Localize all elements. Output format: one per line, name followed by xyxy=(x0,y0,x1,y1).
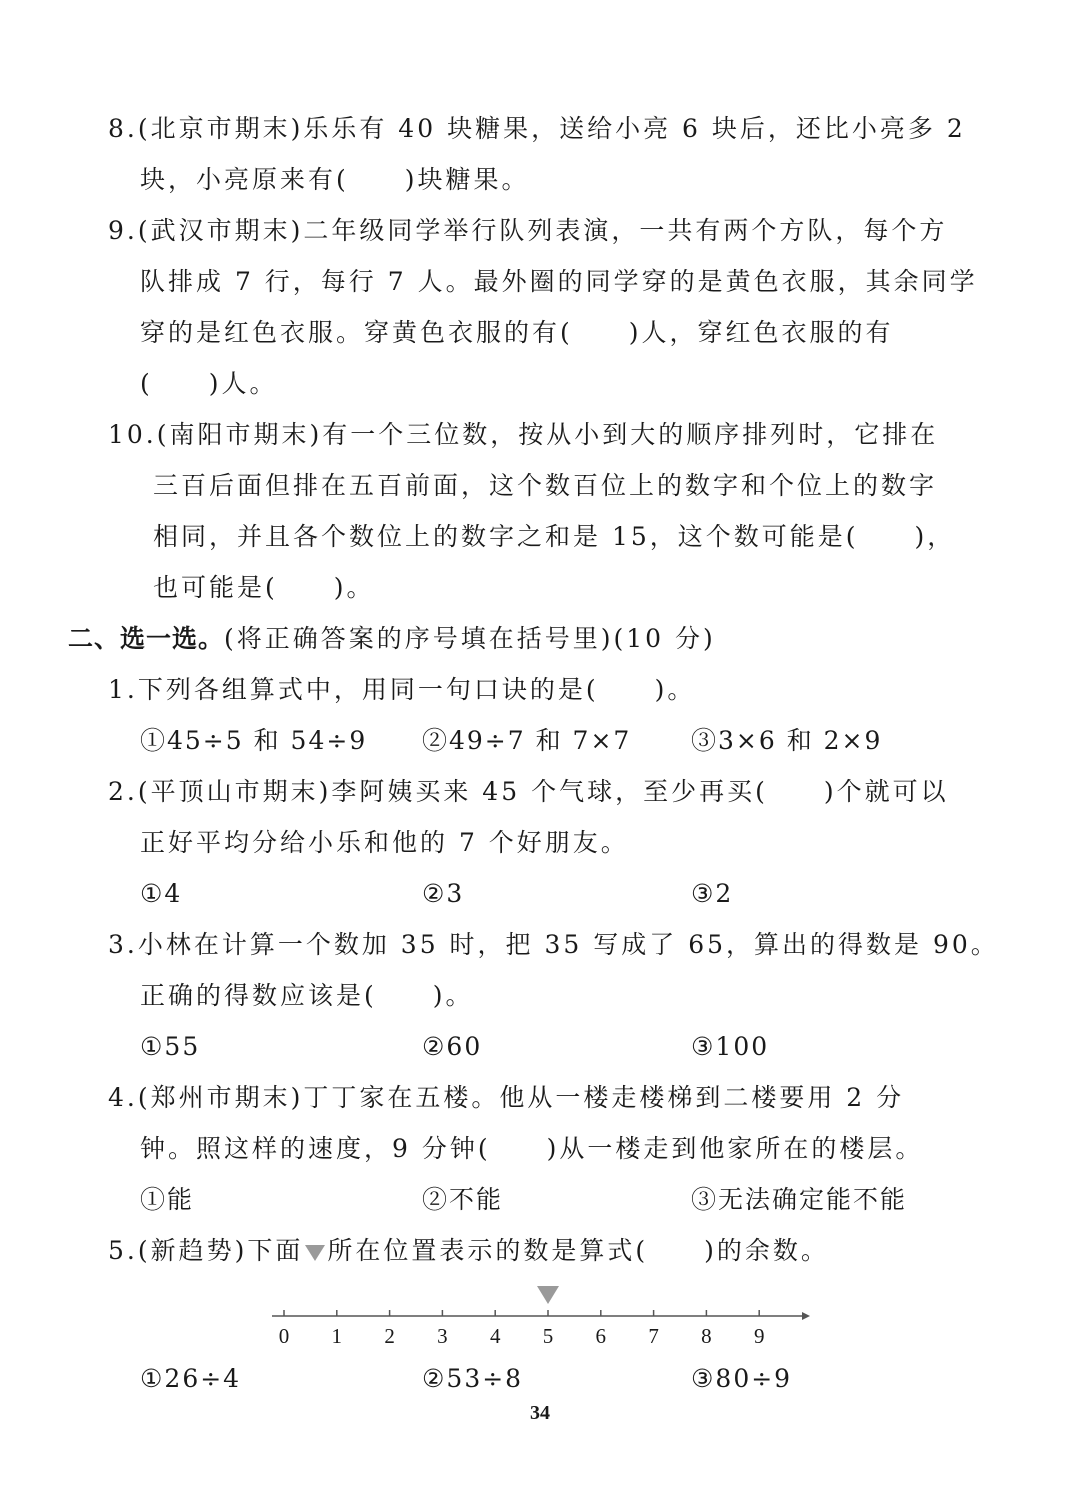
c1-option-2: ②49÷7 和 7×7 xyxy=(422,726,632,755)
q10-line1: 10.(南阳市期末)有一个三位数，按从小到大的顺序排列时，它排在 xyxy=(108,420,939,449)
c3-option-2: ②60 xyxy=(422,1032,483,1061)
c5-option-1: ①26÷4 xyxy=(140,1364,242,1393)
number-line-tick-label: 3 xyxy=(437,1324,448,1348)
c5-option-3: ③80÷9 xyxy=(691,1364,793,1393)
c5-line1-b: 所在位置表示的数是算式( )的余数。 xyxy=(327,1236,829,1265)
c2-option-3: ③2 xyxy=(691,879,734,908)
number-line-tick-label: 2 xyxy=(384,1324,395,1348)
number-line-marker-icon xyxy=(537,1286,559,1304)
q9-line3: 穿的是红色衣服。穿黄色衣服的有( )人，穿红色衣服的有 xyxy=(140,318,894,347)
c4-option-3: ③无法确定能不能 xyxy=(691,1185,908,1214)
c1-line1: 1.下列各组算式中，用同一句口诀的是( )。 xyxy=(108,675,696,704)
number-line-tick-label: 0 xyxy=(278,1324,290,1348)
number-line-tick-label: 9 xyxy=(753,1324,765,1348)
c2-line1: 2.(平顶山市期末)李阿姨买来 45 个气球，至少再买( )个就可以 xyxy=(108,777,949,806)
c2-option-2: ②3 xyxy=(422,879,465,908)
c3-option-3: ③100 xyxy=(691,1032,770,1061)
q9-line4: ( )人。 xyxy=(140,369,278,398)
page-number: 34 xyxy=(530,1402,550,1424)
number-line-tick-label: 6 xyxy=(595,1324,607,1348)
c3-option-1: ①55 xyxy=(140,1032,201,1061)
q8-line1: 8.(北京市期末)乐乐有 40 块糖果，送给小亮 6 块后，还比小亮多 2 xyxy=(108,114,966,143)
section2-title: 二、选一选。 xyxy=(68,624,225,653)
number-line-tick-label: 7 xyxy=(648,1324,659,1348)
c5-line1 xyxy=(108,1234,829,1268)
q10-line2: 三百后面但排在五百前面，这个数百位上的数字和个位上的数字 xyxy=(153,471,938,500)
q10-line3: 相同，并且各个数位上的数字之和是 15，这个数可能是( )， xyxy=(153,522,956,551)
c1-option-3: ③3×6 和 2×9 xyxy=(691,726,883,755)
c3-line1: 3.小林在计算一个数加 35 时，把 35 写成了 65，算出的得数是 90。 xyxy=(108,930,999,959)
c4-option-2: ②不能 xyxy=(422,1185,504,1214)
c4-option-1: ①能 xyxy=(140,1185,195,1214)
triangle-marker-icon xyxy=(305,1245,325,1261)
number-line-tick-label: 8 xyxy=(701,1324,712,1348)
c4-line2: 钟。照这样的速度，9 分钟( )从一楼走到他家所在的楼层。 xyxy=(140,1134,924,1163)
number-line-tick-label: 5 xyxy=(542,1324,554,1348)
c3-line2: 正确的得数应该是( )。 xyxy=(140,981,474,1010)
c2-line2: 正好平均分给小乐和他的 7 个好朋友。 xyxy=(140,828,629,857)
q9-line1: 9.(武汉市期末)二年级同学举行队列表演，一共有两个方队，每个方 xyxy=(108,216,948,245)
q10-line4: 也可能是( )。 xyxy=(153,573,375,602)
q8-line2: 块，小亮原来有( )块糖果。 xyxy=(140,165,530,194)
c2-option-1: ①4 xyxy=(140,879,183,908)
section2-heading xyxy=(68,622,716,656)
number-line-tick-label: 4 xyxy=(489,1324,501,1348)
number-line xyxy=(262,1278,822,1368)
c4-line1: 4.(郑州市期末)丁丁家在五楼。他从一楼走楼梯到二楼要用 2 分 xyxy=(108,1083,905,1112)
c5-line1-a: 5.(新趋势)下面 xyxy=(108,1236,304,1265)
number-line-arrow-icon xyxy=(802,1312,810,1320)
number-line-tick-label: 1 xyxy=(331,1324,343,1348)
q9-line2: 队排成 7 行，每行 7 人。最外圈的同学穿的是黄色衣服，其余同学 xyxy=(140,267,978,296)
c5-option-2: ②53÷8 xyxy=(422,1364,524,1393)
section2-note: (将正确答案的序号填在括号里)(10 分) xyxy=(224,624,716,653)
c1-option-1: ①45÷5 和 54÷9 xyxy=(140,726,368,755)
